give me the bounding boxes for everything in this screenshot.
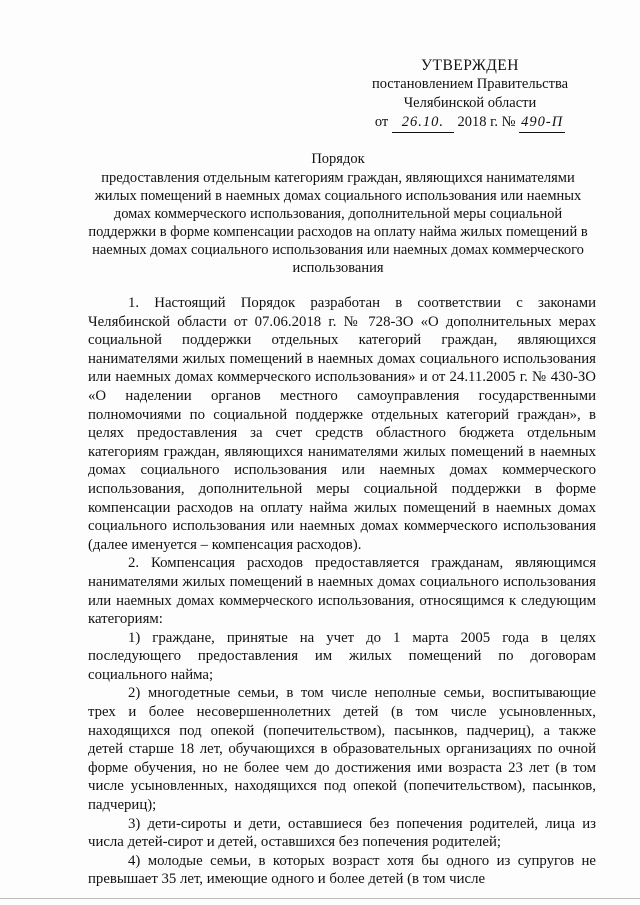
list-item-4: 4) молодые семьи, в которых возраст хотя бы одного из супругов не превышает 35 лет, имеющие одного и более детей (в том числе xyxy=(88,852,596,888)
list-item-2: 2) многодетные семьи, в том числе неполные семьи, воспитывающие трех и более несовершеннолетних детей (в том числе усыновленных, находящихся под опекой (попечительством), пасынков, падчериц), а также детей старше 18 лет, обучающихся в образовательных организациях по очной форме обучения, но не более чем до достижения ими возраста 23 лет (в том числе усыновленных, находящихся под опекой (попечительством), пасынков, падчериц); xyxy=(88,685,596,814)
document-body xyxy=(88,294,596,889)
approval-number: 490-П xyxy=(519,113,565,133)
list-item-1: 1) граждане, принятые на учет до 1 марта 2005 года в целях последующего предоставления им жилых помещений по договорам социального найма; xyxy=(88,629,596,683)
approval-date: 26.10. xyxy=(392,113,454,133)
paragraph-2: 2. Компенсация расходов предоставляется гражданам, являющимся нанимателями жилых помещений в наемных домах социального использования или наемных домах коммерческого использования, относящимся к следующим категориям: xyxy=(88,555,596,628)
approval-date-line xyxy=(350,113,590,133)
title-word: Порядок xyxy=(311,151,365,167)
page-bottom-edge xyxy=(0,898,640,899)
list-item-3: 3) дети-сироты и дети, оставшиеся без попечения родителей, лица из числа детей-сирот и детей, оставшихся без попечения родителей; xyxy=(88,815,596,851)
approval-block xyxy=(350,56,590,133)
year-label: 2018 г. № xyxy=(457,114,516,130)
approval-line-2: Челябинской области xyxy=(403,95,537,111)
approval-heading: УТВЕРЖДЕН xyxy=(421,57,519,74)
title-text: предоставления отдельным категориям граждан, являющихся нанимателями жилых помещений в наемных домах социального использования или наемных домах коммерческого использования, дополнительной меры социальной поддержки в форме компенсации расходов на оплату найма жилых помещений в наемных домах социального использования или наемных домах коммерческого использования xyxy=(88,170,588,276)
paragraph-1: 1. Настоящий Порядок разработан в соответствии с законами Челябинской области от 07.06.2018 г. № 728-ЗО «О дополнительных мерах социальной поддержки отдельных категорий граждан, являющихся нанимателями жилых помещений в наемных домах социального использования или наемных домах коммерческого использования» и от 24.11.2005 г. № 430-ЗО «О наделении органов местного самоуправления государственными полномочиями по социальной поддержке отдельных категорий граждан», в целях предоставления за счет средств областного бюджета отдельным категориям граждан, являющихся нанимателями жилых помещений в наемных домах социального использования или наемных домах коммерческого использования, дополнительной меры социальной поддержки в форме компенсации расходов на оплату найма жилых помещений в наемных домах социального использования или наемных домах коммерческого использования (далее именуется – компенсация расходов). xyxy=(88,295,596,553)
document-title xyxy=(88,150,588,277)
from-label: от xyxy=(374,114,389,130)
approval-line-1: постановлением Правительства xyxy=(371,76,569,92)
